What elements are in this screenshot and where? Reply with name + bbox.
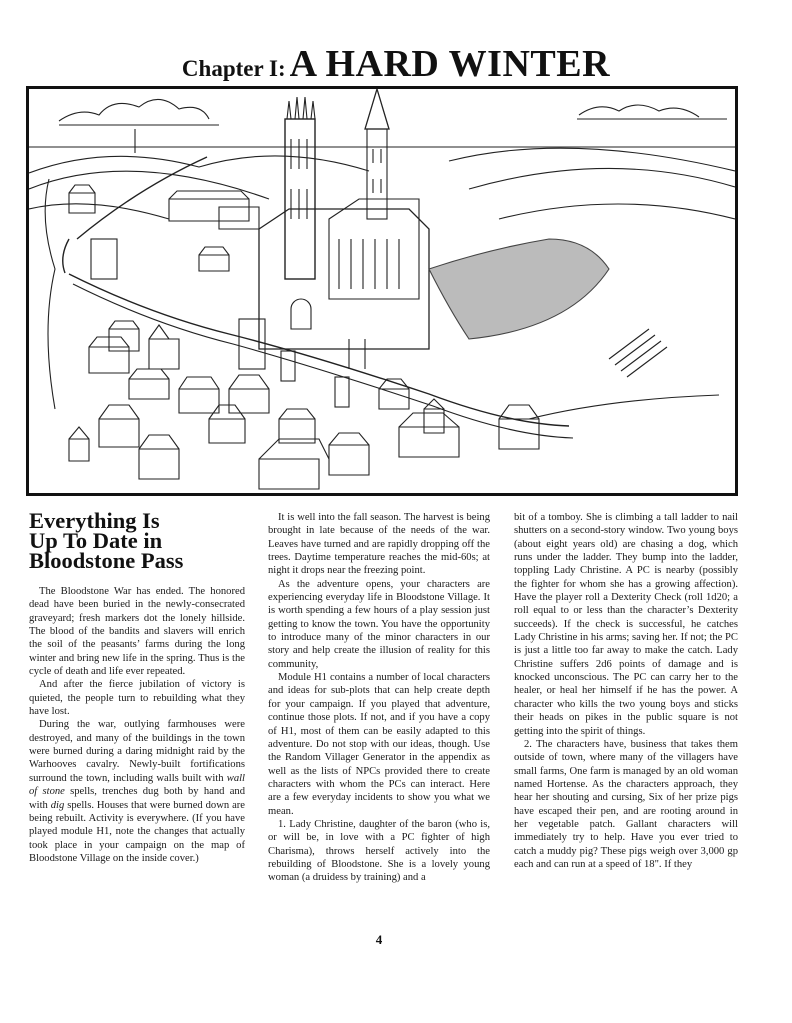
chapter-name: A HARD WINTER	[289, 43, 611, 85]
spell-name: wall of stone	[29, 772, 245, 798]
section-heading-line: Up To Date in	[29, 528, 163, 553]
column-1	[29, 508, 245, 865]
paragraph: And after the fierce jubilation of victory is quieted, the people turn to rebuilding what they have lost.	[29, 679, 245, 718]
village-illustration	[26, 86, 738, 496]
chapter-number: Chapter I:	[181, 56, 286, 81]
text-run: spells, trenches dug both by hand and with	[29, 786, 245, 811]
paragraph: 1. Lady Christine, daughter of the baron (who is, or will be, in love with a PC fighter of high Charisma), throws herself actively into the rebuilding of Bloodstone. She is a lovely young woman (a druidess by training) and a	[268, 818, 490, 884]
text-run: spells. Houses that were burned down are being rebuilt. Activity is everywhere. (If you have played module H1, note the changes that actually took place in your campaign on the map of Bloodstone Village on the inside cover.)	[29, 799, 245, 864]
paragraph: 2. The characters have, business that takes them outside of town, where many of the villagers have small farms, One farm is managed by an old woman named Hortense. As the characters approach, they hear her shouting and cursing, Six of her prize pigs have escaped their pen, and are rooting around in her vegetable patch. Gallant characters will immediately try to help. Have you ever tried to catch a muddy pig? These pigs weigh over 3,000 gp each and can run at a speed of 18". If they	[514, 738, 738, 870]
section-heading-line: Bloodstone Pass	[29, 548, 184, 573]
page-number: 4	[375, 932, 383, 947]
column-2	[268, 511, 490, 885]
section-heading-line: Everything Is	[29, 508, 160, 533]
paragraph: Module H1 contains a number of local characters and ideas for sub-plots that can help create depth for your campaign. If you played that adventure, continue those plots. If not, and if you have a copy of H1, most of them can be easily adapted to this adventure. Do not stop with our ideas, though. Use the Random Villager Generator in the appendix as well as the lists of NPCs provided there to create characters with whom the PCs can interact. Here are a few everyday incidents to show you what we mean.	[268, 672, 490, 817]
chapter-title	[0, 42, 792, 86]
section-heading	[29, 508, 245, 573]
paragraph: As the adventure opens, your characters are experiencing everyday life in Bloodstone Village. It is worth spending a few hours of a play session just getting to know the town. You have the opportunity to introduce many of the minor characters in our story and help create the illusion of reality for this community,	[268, 578, 490, 670]
paragraph: It is well into the fall season. The harvest is being brought in late because of the needs of the war. Leaves have turned and are rapidly dropping off the trees. Daytime temperature reaches the mid-60s; at night it drops near the freezing point.	[268, 512, 490, 577]
text-run: During the war, outlying farmhouses were destroyed, and many of the buildings in the town were burned during a daring midnight raid by the Warhooves cavalry. Newly-built fortifications surround the town, including walls built with	[29, 719, 245, 784]
column-3	[514, 511, 738, 871]
spell-name: dig	[50, 799, 65, 811]
paragraph: The Bloodstone War has ended. The honored dead have been buried in the newly-consecrated graveyard; fresh markers dot the lonely hillside. The blood of the bandits and slavers will enrich the soil of the peasants’ farms during the long winter and bring new life in the spring. Thus is the cycle of death and life ever repeated.	[29, 586, 245, 678]
village-drawing-icon	[29, 89, 735, 493]
paragraph: bit of a tomboy. She is climbing a tall ladder to nail shutters on a second-story window. Two young boys (about eight years old) are chasing a dog, which runs under the ladder. They bump into the ladder, toppling Lady Christine. A PC is nearby (possibly the fighter for whom she has a growing affection). Have the player roll a Dexterity Check (roll 1d20; a roll equal to or less than the character’s Dexterity succeeds). If the check is successful, he catches Lady Christine in his arms; saving her. If not; the PC is just a little too far away to make the catch. Lady Christine suffers 2d6 points of damage and is knocked unconscious. The PC can carry her to the healer, or heal her himself if he has the power. A character who kills the two young boys and sticks their heads on pikes in the public square is not getting into the spirit of things.	[514, 512, 738, 737]
paragraph	[29, 718, 245, 865]
